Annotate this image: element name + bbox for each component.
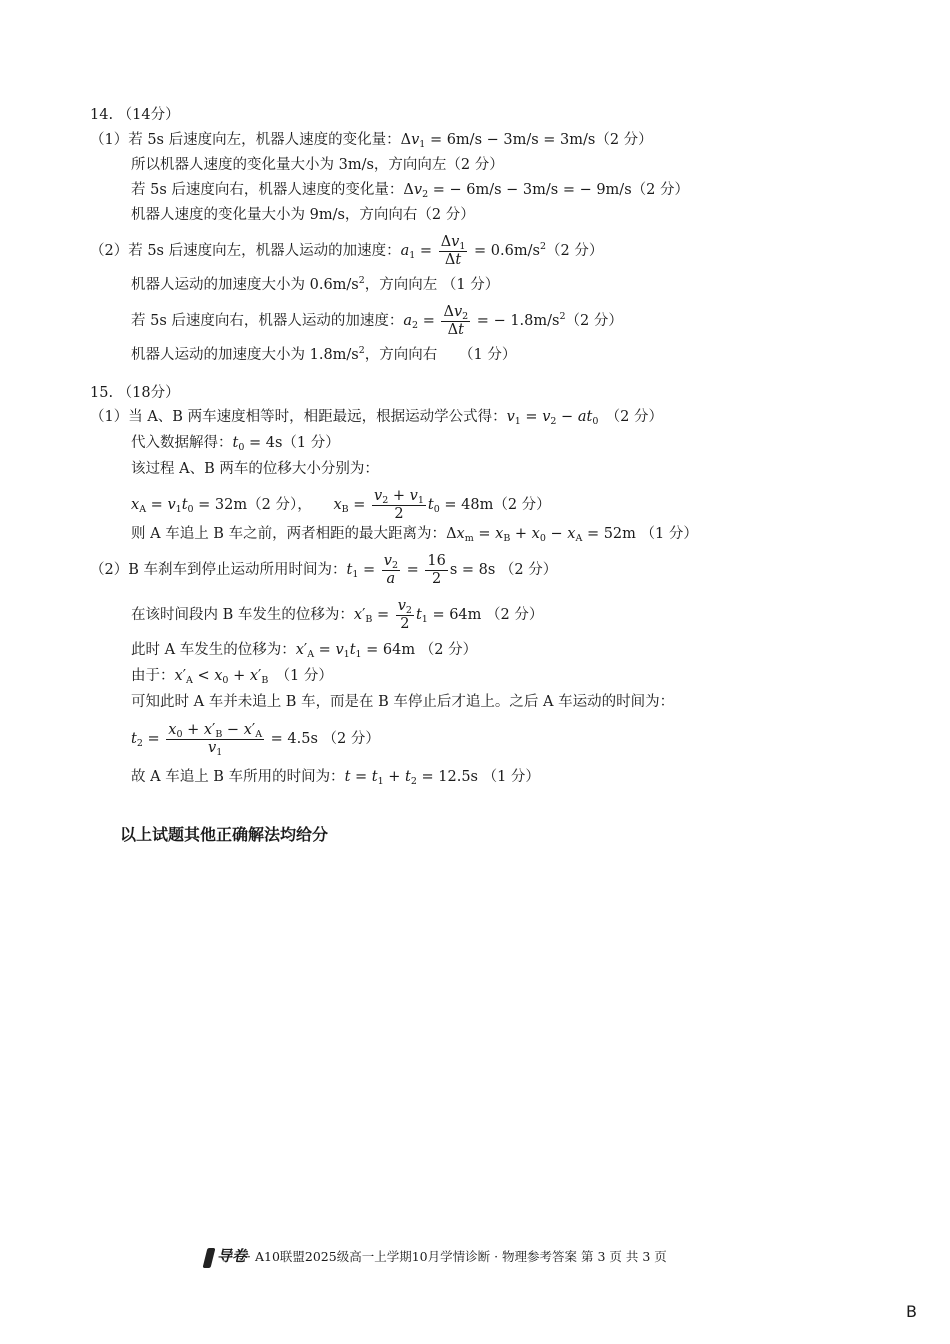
q15-part1-line5: 则 A 车追上 B 车之前，两者相距的最大距离为：$\Delta x_m = x_B + x_0 - x_A = 52m$ （1 分）: [131, 526, 698, 544]
fraction-dv1-dt: $\frac{\Delta v_1}{\Delta t}$: [440, 233, 466, 268]
q15-header: 15. （18分）: [90, 385, 180, 401]
logo-icon: [203, 1248, 216, 1268]
q15-p1-l5-post: = 52m （1 分）: [582, 526, 698, 542]
footer-logo-text: 导卷: [217, 1247, 248, 1265]
q14-part2-line4: 机器人运动的加速度大小为 $1.8m/s^2$，方向向右 （1 分）: [131, 345, 517, 363]
q15-part2-line6: $t_2$ = $\frac{x_0 + x'_B - x'_A}{v_1}$ = 4.5s （2 分）: [131, 721, 380, 758]
q14-part2-line2: 机器人运动的加速度大小为 $0.6m/s^2$，方向向左 （1 分）: [131, 275, 500, 293]
q14-p2-l3-pre: 若 5s 后速度向右，机器人运动的加速度：: [131, 313, 404, 329]
q14-p2-l2-post: ，方向向左 （1 分）: [364, 277, 500, 293]
fraction-16-2-den: 2: [431, 570, 442, 587]
q15-p1-l5-pre: 则 A 车追上 B 车之前，两者相距的最大距离为：: [131, 526, 447, 542]
q14-part1-line2: 所以机器人速度的变化量大小为 3m/s，方向向左（2 分）: [131, 157, 504, 173]
q14-p2-l4-post: ，方向向右 （1 分）: [364, 347, 517, 363]
page-footer: [205, 1246, 667, 1268]
q14-part1-line3: 若 5s 后速度向右，机器人速度的变化量：$\Delta v_2$ = − 6m/s − 3m/s = − 9m/s（2 分）: [131, 182, 689, 200]
q15-p2-l7-post: = 12.5s （1 分）: [416, 769, 540, 785]
fraction-16-2: [425, 553, 447, 588]
q15-p2-l3-pre: 此时 A 车发生的位移为：: [131, 642, 296, 658]
q15-part2-line7: 故 A 车追上 B 车所用的时间为：$t = t_1 + t_2 = 12.5s$ （1 分）: [131, 769, 540, 787]
q15-p2-l1-pre: （2）B 车刹车到停止运动所用时间为：: [90, 562, 347, 578]
q14-p1-l1-mid: = 6m/s − 3m/s = 3m/s（2 分）: [425, 132, 653, 148]
closing-note: 以上试题其他正确解法均给分: [120, 825, 329, 844]
q15-p2-l3-post: = 64m （2 分）: [361, 642, 478, 658]
q15-p2-l6-post: = 4.5s （2 分）: [266, 731, 380, 747]
q15-part2-line1: （2）B 车刹车到停止运动所用时间为：$t_1$ = $\frac{v_2}{a}$ = $\frac{16}{2}$ s = 8s （2 分）: [90, 552, 558, 587]
q14-part1-line1: （1）若 5s 后速度向左，机器人速度的变化量：$\Delta v_1 = 6m/s - 3m/s = 3m/s(2$ 分）: [90, 132, 653, 150]
q14-p2-l2-pre: 机器人运动的加速度大小为 0.6m/s: [131, 277, 359, 293]
q14-p1-l1-pre: （1）若 5s 后速度向左，机器人速度的变化量：Δ: [90, 132, 412, 148]
q14-p2-l4-pre: 机器人运动的加速度大小为 1.8m/s: [131, 347, 359, 363]
q15-p2-l1-post: s = 8s （2 分）: [449, 562, 558, 578]
q15-part1-line2: 代入数据解得：$t_0 = 4s(1$ 分）: [131, 435, 340, 453]
q15-p1-l4-b: = 48m（2 分）: [439, 497, 551, 513]
corner-letter: B: [906, 1302, 917, 1321]
q15-part1-line4: $x_A = v_1t_0 = 32m(2$ 分）， $x_B$ = $\frac{v_2 + v_1}{2}$ $t_0 = 48m(2$ 分）: [131, 487, 551, 522]
fraction-t2: $\frac{x_0 + x'_B - x'_A}{v_1}$: [168, 721, 263, 758]
q15-part2-line2: 在该时间段内 B 车发生的位移为：$x'_B$ = $\frac{v_2}{2}$ $t_1 = 64m$ （2 分）: [131, 597, 544, 632]
q15-p2-l2-post: = 64m （2 分）: [427, 607, 544, 623]
footer-text: · A10联盟2025级高一上学期10月学情诊断 · 物理参考答案 第 3 页 共 3 页: [247, 1249, 667, 1264]
q14-part1-line4: 机器人速度的变化量大小为 9m/s，方向向右（2 分）: [131, 207, 475, 223]
q14-p1-l3-pre: 若 5s 后速度向右，机器人速度的变化量：Δ: [131, 182, 414, 198]
q15-p1-l1-post: （2 分）: [612, 409, 663, 425]
q14-p2-l3-mid: = − 1.8m/s: [472, 313, 560, 329]
q15-p1-l4-a: = 32m（2 分），: [193, 497, 305, 513]
fraction-16-2-num: 16: [427, 552, 446, 569]
q15-p2-l2-pre: 在该时间段内 B 车发生的位移为：: [131, 607, 354, 623]
q15-p2-l4-pre: 由于：: [131, 668, 175, 684]
fraction-v2-a: $\frac{v_2}{a}$: [383, 552, 398, 587]
q15-p2-l4-post: （1 分）: [282, 668, 333, 684]
q14-p2-l1-pre: （2）若 5s 后速度向左，机器人运动的加速度：: [90, 243, 401, 259]
q14-p2-l3-post: （2 分）: [565, 313, 623, 329]
q15-part1-line1: （1）当 A、B 两车速度相等时，相距最远，根据运动学公式得：$v_1 = v_2 - at_0$ （2 分）: [90, 409, 663, 427]
q15-p1-l2-post: = 4s（1 分）: [244, 435, 340, 451]
q15-part2-line3: 此时 A 车发生的位移为：$x'_A = v_1t_1 = 64m$ （2 分）: [131, 642, 478, 660]
fraction-dv2-dt: $\frac{\Delta v_2}{\Delta t}$: [443, 303, 469, 338]
q15-p1-l1-pre: （1）当 A、B 两车速度相等时，相距最远，根据运动学公式得：: [90, 409, 507, 425]
q14-part2-line1: （2）若 5s 后速度向左，机器人运动的加速度：$a_1$ = $\frac{\Delta v_1}{\Delta t}$ = $0.6m/s^2(2$ 分）: [90, 233, 604, 268]
q15-p2-l7-pre: 故 A 车追上 B 车所用的时间为：: [131, 769, 345, 785]
q14-p2-l1-mid: = 0.6m/s: [469, 243, 540, 259]
q14-p1-l3-mid: = − 6m/s − 3m/s = − 9m/s（2 分）: [428, 182, 689, 198]
q14-header: 14. （14分）: [90, 107, 180, 123]
fraction-v2-over-2: $\frac{v_2}{2}$: [397, 597, 412, 632]
q14-p2-l1-post: （2 分）: [545, 243, 604, 259]
q15-part2-line5: 可知此时 A 车并未追上 B 车，而是在 B 车停止后才追上。之后 A 车运动的时间为：: [131, 694, 675, 710]
q15-part1-line3: 该过程 A、B 两车的位移大小分别为：: [131, 461, 379, 477]
q15-part2-line4: 由于：$x'_A < x_0 + x'_B$ （1 分）: [131, 668, 333, 686]
q14-part2-line3: 若 5s 后速度向右，机器人运动的加速度：$a_2$ = $\frac{\Delta v_2}{\Delta t}$ = − $1.8m/s^2(2$ 分）: [131, 303, 623, 338]
fraction-v2-plus-v1: $\frac{v_2 + v_1}{2}$: [374, 487, 424, 522]
q15-p1-l2-pre: 代入数据解得：: [131, 435, 233, 451]
